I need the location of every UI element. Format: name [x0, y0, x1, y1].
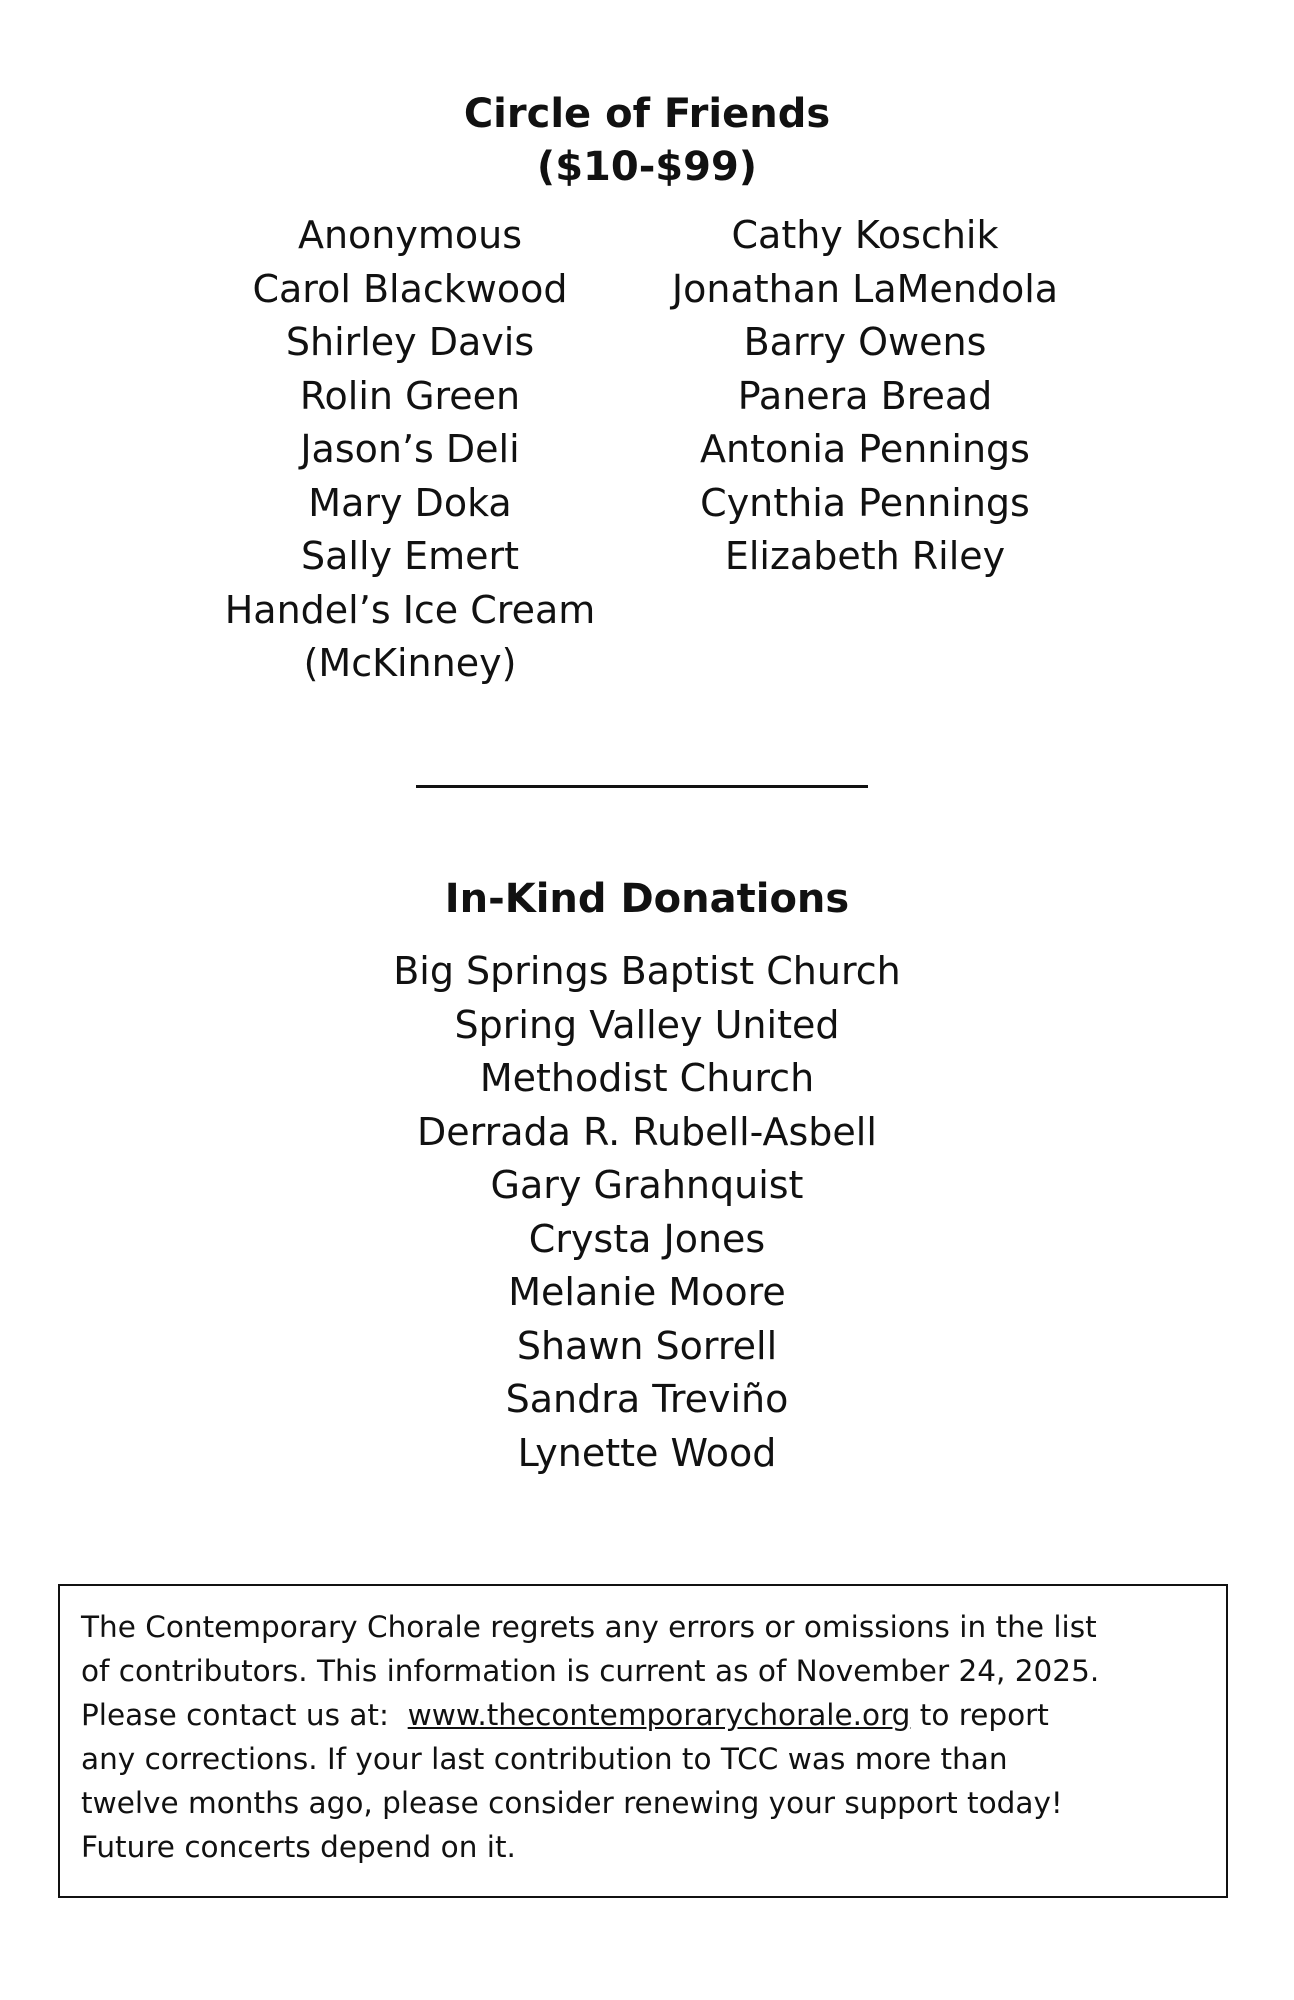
donor-name: Sally Emert	[300, 534, 520, 578]
donor-name: Anonymous	[297, 213, 523, 257]
notice-line: of contributors. This information is current as of November 24, 2025.	[81, 1654, 1100, 1688]
in-kind-donor-name: Melanie Moore	[508, 1270, 786, 1314]
donor-name: Jonathan LaMendola	[671, 266, 1059, 311]
in-kind-donor-name: Crysta Jones	[528, 1216, 766, 1261]
circle-of-friends-heading	[0, 88, 1294, 194]
errors-notice-box	[58, 1584, 1228, 1898]
in-kind-donations-title: In-Kind Donations	[444, 876, 850, 922]
donor-name: Mary Doka	[308, 480, 512, 525]
website-link[interactable]: www.thecontemporarychorale.org	[407, 1698, 911, 1732]
in-kind-donor-name: Spring Valley United	[454, 1002, 840, 1047]
donor-name: Cathy Koschik	[731, 213, 999, 257]
notice-line: twelve months ago, please consider renewing your support today!	[81, 1786, 1063, 1820]
in-kind-donor-name: Derrada R. Rubell-Asbell	[417, 1109, 877, 1154]
notice-line: any corrections. If your last contribution to TCC was more than	[81, 1742, 1008, 1776]
donor-name: Elizabeth Riley	[724, 534, 1006, 578]
notice-line: to report	[910, 1698, 1049, 1732]
in-kind-donor-name: Sandra Treviño	[505, 1377, 789, 1421]
in-kind-donor-name: Big Springs Baptist Church	[393, 949, 901, 993]
section-divider	[416, 785, 868, 788]
circle-of-friends-right-column	[650, 209, 1080, 584]
donor-name: Panera Bread	[737, 373, 993, 418]
circle-of-friends-title: Circle of Friends	[463, 91, 831, 137]
donor-name: Rolin Green	[299, 373, 521, 418]
donor-name: Handel’s Ice Cream	[224, 587, 596, 632]
donor-name: Barry Owens	[743, 320, 987, 364]
notice-line: The Contemporary Chorale regrets any errors or omissions in the list	[81, 1610, 1097, 1644]
in-kind-donor-name: Lynette Wood	[517, 1430, 777, 1475]
donor-name: Antonia Pennings	[700, 427, 1030, 471]
in-kind-donor-name: Shawn Sorrell	[516, 1323, 778, 1368]
circle-of-friends-left-column	[210, 209, 610, 691]
donor-name: Shirley Davis	[285, 320, 535, 364]
notice-line: Please contact us at:	[81, 1698, 408, 1732]
donor-name: Jason’s Deli	[300, 427, 520, 471]
notice-line: Future concerts depend on it.	[81, 1830, 516, 1864]
donor-name: Cynthia Pennings	[700, 480, 1030, 525]
circle-of-friends-range: ($10-$99)	[536, 144, 758, 190]
in-kind-donor-name: Methodist Church	[479, 1056, 815, 1100]
donor-name: Carol Blackwood	[252, 266, 568, 311]
in-kind-donor-name: Gary Grahnquist	[490, 1163, 804, 1207]
in-kind-donations-list	[0, 945, 1294, 1480]
donor-name: (McKinney)	[303, 641, 517, 685]
